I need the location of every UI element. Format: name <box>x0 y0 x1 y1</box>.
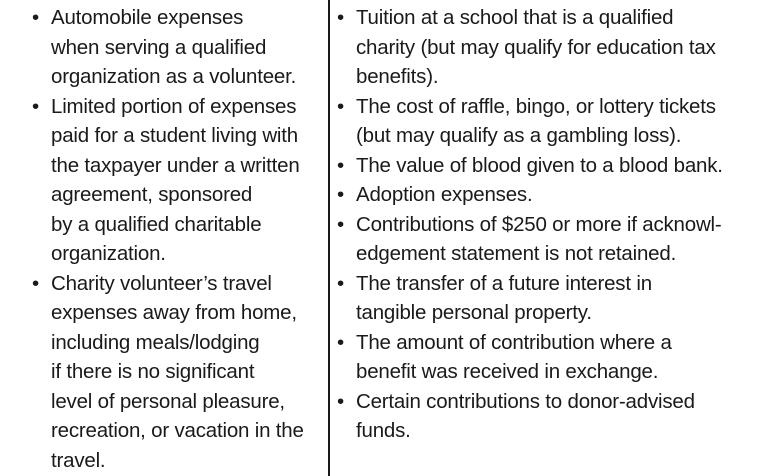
bullet-icon: • <box>32 94 39 118</box>
list-item <box>335 328 765 387</box>
list-item <box>335 387 765 446</box>
list-item <box>335 269 765 328</box>
list-item <box>335 92 765 151</box>
list-item <box>335 180 765 210</box>
bullet-icon: • <box>337 389 344 413</box>
item-text-line: charity (but may qualify for education tax <box>356 35 716 59</box>
list-item <box>335 151 765 181</box>
item-text-line: organization. <box>51 242 166 265</box>
list-item <box>335 210 765 269</box>
list-item <box>30 3 322 92</box>
bullet-icon: • <box>337 6 344 29</box>
list-item <box>335 3 765 92</box>
item-text-line: Contributions of $250 or more if acknowl- <box>356 212 722 236</box>
item-text-line: Certain contributions to donor-advised <box>356 389 695 413</box>
item-text-line: The value of blood given to a blood bank. <box>356 153 723 177</box>
bullet-icon: • <box>337 330 344 354</box>
item-text-line: if there is no significant <box>51 360 255 383</box>
item-text-line: agreement, sponsored <box>51 183 253 206</box>
bullet-icon: • <box>337 94 344 118</box>
left-column <box>30 0 322 475</box>
item-text-line: benefits). <box>356 65 439 88</box>
item-text-line: (but may qualify as a gambling loss). <box>356 124 682 147</box>
bullet-icon: • <box>32 6 39 29</box>
item-text-line: recreation, or vacation in the <box>51 419 304 442</box>
right-bullet-list <box>335 3 765 446</box>
column-divider <box>328 0 330 476</box>
right-column <box>335 0 765 446</box>
item-text-line: paid for a student living with <box>51 124 298 147</box>
item-text-line: Automobile expenses <box>51 6 244 29</box>
item-text-line: tangible personal property. <box>356 301 592 324</box>
item-text-line: edgement statement is not retained. <box>356 242 677 265</box>
item-text-line: expenses away from home, <box>51 301 297 324</box>
bullet-icon: • <box>337 183 344 206</box>
item-text-line: by a qualified charitable <box>51 212 262 236</box>
bullet-icon: • <box>337 212 344 236</box>
item-text-line: travel. <box>51 448 106 472</box>
item-text-line: The amount of contribution where a <box>356 330 672 354</box>
bullet-icon: • <box>32 271 39 295</box>
item-text-line: level of personal pleasure, <box>51 389 285 413</box>
bullet-icon: • <box>337 271 344 295</box>
item-text-line: including meals/lodging <box>51 330 260 354</box>
list-item <box>30 269 322 476</box>
item-text-line: organization as a volunteer. <box>51 65 297 88</box>
left-bullet-list <box>30 3 322 475</box>
list-item <box>30 92 322 269</box>
item-text-line: the taxpayer under a written <box>51 153 300 177</box>
item-text-line: when serving a qualified <box>51 35 267 59</box>
item-text-line: Tuition at a school that is a qualified <box>356 6 674 29</box>
bullet-icon: • <box>337 153 344 177</box>
item-text-line: The transfer of a future interest in <box>356 271 652 295</box>
item-text-line: benefit was received in exchange. <box>356 360 659 383</box>
item-text-line: The cost of raffle, bingo, or lottery tickets <box>356 94 716 118</box>
item-text-line: funds. <box>356 419 411 442</box>
item-text-line: Adoption expenses. <box>356 183 533 206</box>
item-text-line: Limited portion of expenses <box>51 94 297 118</box>
item-text-line: Charity volunteer’s travel <box>51 271 272 295</box>
